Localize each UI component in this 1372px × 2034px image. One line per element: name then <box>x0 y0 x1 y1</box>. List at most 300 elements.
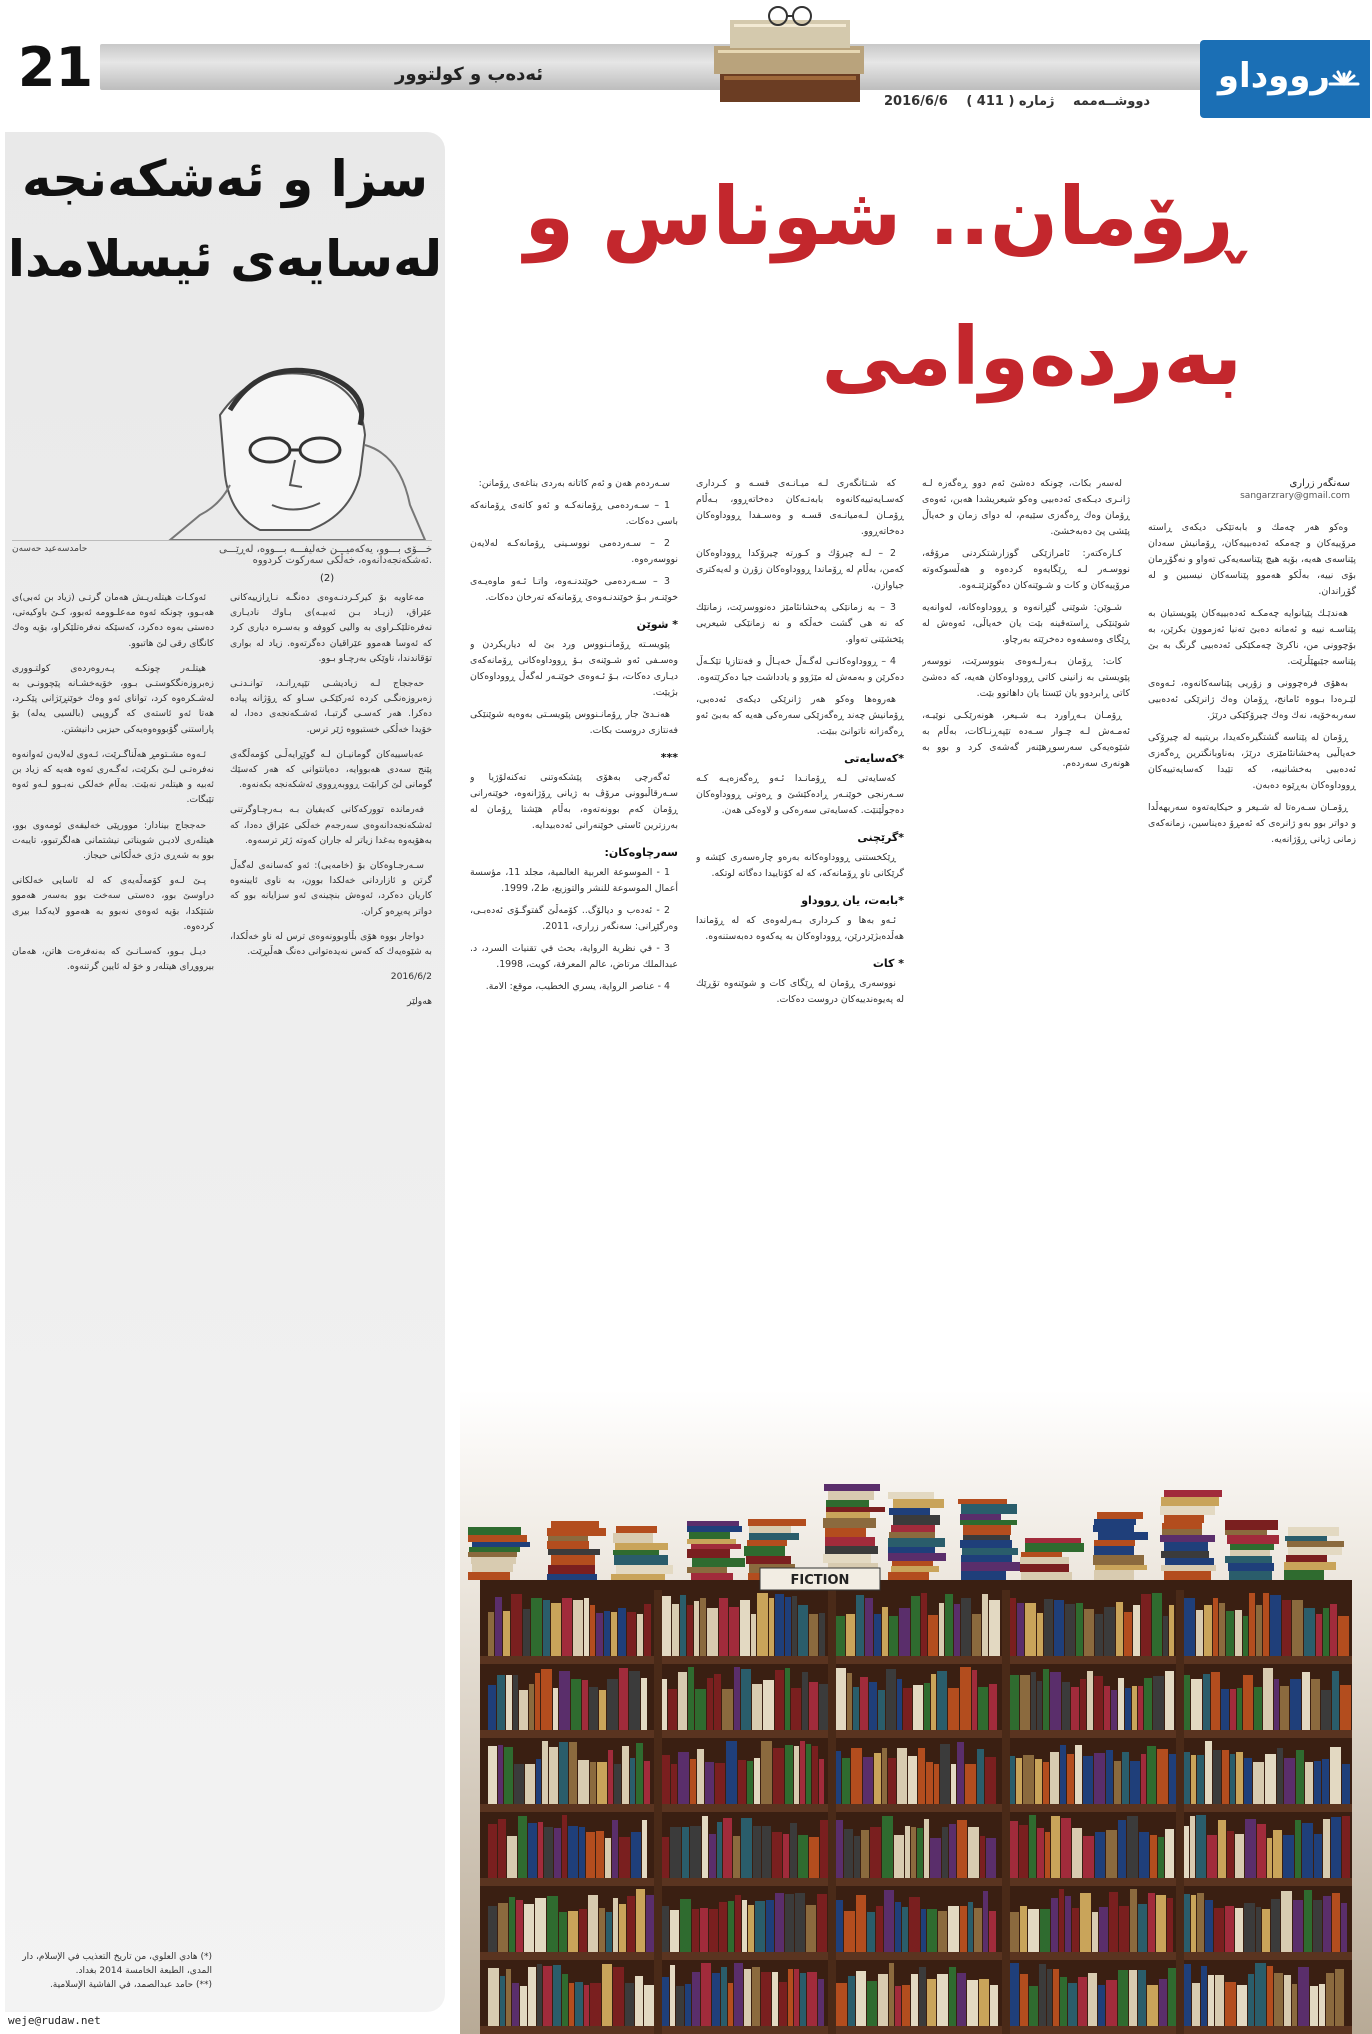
shelf-book <box>1163 1616 1168 1656</box>
shelf-book <box>535 1898 546 1952</box>
shelf-board <box>480 1952 1352 1960</box>
shelf-book <box>809 1682 818 1730</box>
article-author-email[interactable]: sangarzrary@gmail.com <box>1240 491 1350 501</box>
shelf-book <box>751 1614 756 1656</box>
shelf-book <box>1080 1893 1091 1952</box>
stacked-book <box>1161 1565 1216 1571</box>
shelf-book <box>856 1971 866 2026</box>
sidebar-title-line1: سزا و ئەشكەنجە <box>21 150 429 208</box>
shelf-book <box>1019 1825 1028 1878</box>
article-column-3 <box>696 476 904 1466</box>
stacked-book <box>1288 1527 1339 1536</box>
shelf-book <box>1029 1815 1036 1878</box>
shelf-book <box>1263 1668 1273 1730</box>
paragraph: دواجار بووە هۆی بڵاوبوونەوەی ترس لە ناو خەڵكدا، بە شێوەیەك كە كەس نەیدەتوانی دەنگ هەڵبڕێت. <box>230 930 432 958</box>
shelf-book <box>1047 1969 1052 2026</box>
shelf-book <box>690 1826 701 1878</box>
shelf-book <box>1191 1755 1196 1804</box>
shelf-book <box>1129 1970 1137 2026</box>
shelf-book <box>728 1901 734 1952</box>
shelf-book <box>1243 1616 1248 1656</box>
shelf-book <box>605 1838 611 1878</box>
source-item: 4 - عناصر الرواية، يسري الخطيب، موقع: الامة. <box>485 981 670 992</box>
shelf-book <box>662 1679 667 1730</box>
shelf-book <box>559 1671 570 1730</box>
shelf-book <box>682 1827 689 1878</box>
shelf-book <box>642 1820 647 1878</box>
shelf-book <box>967 1980 978 2026</box>
paragraph: لەسەر بكات، چونكە دەشێ ئەم دوو ڕەگەزە لـە ژانـری دیـكەی ئەدەبیی وەكو شیعریشدا هەبن، ئەوەی ڕۆمان وەك ڕەگەزی سێیەم، لە دوای زمان و خەیاڵ پێشی پێ دەبەخشێ. <box>922 478 1130 537</box>
stacked-book <box>744 1546 785 1556</box>
shelf-book <box>596 1613 603 1656</box>
stacked-book <box>828 1491 874 1500</box>
subheading-time: * كات <box>872 957 904 970</box>
shelf-book <box>579 1827 585 1878</box>
shelf-book <box>836 1616 845 1656</box>
shelf-book <box>722 1689 733 1730</box>
shelf-book <box>1226 1611 1234 1656</box>
shelf-book <box>553 1688 558 1730</box>
paragraph: هەروەها وەكو هەر ژانرێكی دیكەی ئەدەبی، ڕۆمانیش چەند ڕەگەزێكی سەرەكی هەیە كە بەبێ ئەو ڕەگەزانە ناتوانێ ببێت. <box>696 694 904 737</box>
shelf-book <box>602 1964 612 2026</box>
shelf-book <box>1037 1613 1043 1656</box>
shelf-divider <box>828 1812 836 1886</box>
shelf-book <box>670 1965 675 2026</box>
shelf-book <box>1197 1893 1204 1952</box>
shelf-book <box>500 1976 505 2026</box>
stacked-book <box>893 1499 944 1508</box>
stacked-book <box>1162 1523 1202 1529</box>
shelf-book <box>1342 1816 1350 1878</box>
shelf-book <box>1235 1908 1243 1952</box>
shelf-book <box>889 1963 894 2026</box>
shelf-book <box>1072 1828 1082 1878</box>
stacked-book <box>891 1525 935 1532</box>
stacked-book <box>614 1555 668 1565</box>
shelf-book <box>785 1668 790 1730</box>
shelf-book <box>775 1893 784 1952</box>
shelf-book <box>977 1749 984 1804</box>
shelf-book <box>989 1600 1000 1656</box>
shelf-book <box>644 1985 655 2026</box>
shelf-book <box>1284 1975 1291 2026</box>
stacked-book <box>958 1499 1007 1504</box>
shelf-divider <box>654 1738 662 1812</box>
shelf-book <box>670 1827 681 1878</box>
shelf-book <box>983 1891 988 1952</box>
shelf-book <box>921 1909 926 1952</box>
shelf-book <box>753 1826 761 1878</box>
shelf-book <box>1255 1963 1266 2026</box>
stacked-book <box>1094 1519 1136 1525</box>
shelf-book <box>569 1742 577 1804</box>
stacked-book <box>888 1538 945 1547</box>
shelf-book <box>1118 1820 1126 1878</box>
stacked-book <box>960 1520 1017 1525</box>
stacked-book <box>1225 1520 1278 1530</box>
shelf-book <box>1144 1678 1152 1730</box>
stacked-book <box>823 1518 876 1528</box>
shelf-book <box>554 1828 561 1878</box>
shelf-book <box>590 1762 596 1804</box>
shelf-book <box>957 1742 964 1804</box>
paragraph: 3 – بە زمانێكی پەخشانئامێز دەنووسرێت، زمانێك كە نە هی گشت خەڵكە و نە زمانێكی شیعریی پێخشێنی تەواو. <box>696 602 904 645</box>
shelf-book <box>584 1985 589 2026</box>
shelf-book <box>697 1749 704 1804</box>
shelf-book <box>884 1890 894 1952</box>
shelf-book <box>869 1682 877 1730</box>
shelf-book <box>844 1911 855 1952</box>
shelf-book <box>498 1819 506 1878</box>
shelf-divider <box>1002 1812 1010 1886</box>
signoff-date: 2016/6/2 <box>390 971 432 983</box>
shelf-book <box>537 1964 542 2026</box>
shelf-book <box>705 1762 714 1804</box>
shelf-book <box>878 1974 888 2026</box>
shelf-book <box>863 1757 873 1804</box>
stacked-book <box>1165 1558 1214 1565</box>
shelf-book <box>596 1831 604 1878</box>
paragraph: ئـەو بەها و كـرداری بـەرلەوەی كە لە ڕۆماندا هەڵدەبژێردرێن، ڕووداوەكان بە یەكەوە دەبەستنەوە. <box>696 915 904 942</box>
shelf-book <box>1122 1752 1129 1804</box>
article-title-line1: ڕۆمان.. شوناس و <box>524 170 1242 263</box>
shelf-book <box>506 1969 511 2026</box>
shelf-book <box>1156 1895 1166 1952</box>
paragraph: ڕۆمان لە پێناسە گشتگیرەكەیدا، بریتییە لە چیرۆكی خەیاڵیی پەخشانئامێزی درێژ، بەناوبانگترین ڕەگەزی ئەدەبیی بەخشانییە، كە تێیدا كەسایەتییەكان ڕووداوەكان بەڕێوە دەبەن. <box>1148 732 1356 791</box>
stacked-book <box>547 1541 589 1549</box>
shelf-book <box>924 1683 930 1730</box>
shelf-book <box>848 1976 855 2026</box>
paragraph: كە شـتانگەری لـە میـانـەی قسـە و كـرداری كەسـایەتییەكانەوە بابەتـەكان دەخاتەڕوو، بـەڵام ڕۆمـان لـەمیانـەی قسـە و وەسـفدا ڕووداوەكان دەخاتەڕوو. <box>696 478 904 537</box>
shelf-book <box>1280 1686 1289 1730</box>
subheading-theme: *بابەت، یان ڕووداو <box>801 894 904 907</box>
shelf-book <box>1213 1750 1221 1804</box>
shelf-book <box>1230 1754 1235 1804</box>
shelf-book <box>836 1900 843 1952</box>
shelf-book <box>701 1963 711 2026</box>
stacked-book <box>1230 1544 1274 1550</box>
shelf-book <box>965 1764 976 1804</box>
shelf-book <box>488 1968 499 2026</box>
stacked-book <box>888 1492 934 1499</box>
stacked-book <box>687 1567 727 1573</box>
stacked-book <box>1162 1529 1202 1535</box>
shelf-book <box>766 1900 774 1952</box>
shelf-book <box>1230 1689 1236 1730</box>
shelf-book <box>1138 1904 1147 1952</box>
shelf-book <box>1184 1752 1190 1804</box>
shelf-book <box>1254 1687 1262 1730</box>
shelf-book <box>525 1764 535 1804</box>
shelf-book <box>1196 1815 1206 1878</box>
rudaw-logo[interactable] <box>1200 40 1370 118</box>
shelf-book <box>589 1687 598 1730</box>
shelf-book <box>1061 1818 1071 1878</box>
shelf-book <box>747 1761 753 1804</box>
stacked-book <box>1094 1546 1134 1555</box>
shelf-book <box>1313 1900 1322 1952</box>
shelf-book <box>1304 1608 1315 1656</box>
shelf-divider <box>828 1664 836 1738</box>
shelf-book <box>1262 1909 1270 1952</box>
shelf-book <box>1235 1610 1242 1656</box>
shelf-book <box>1088 1973 1097 2026</box>
shelf-book <box>1215 1975 1224 2026</box>
stacked-book <box>1025 1538 1081 1543</box>
shelf-book <box>528 1823 537 1878</box>
shelf-book <box>1169 1754 1176 1804</box>
paragraph: ئەگەرچی بەهۆی پێشكەوتنی تەكنەلۆژیا و سـەرقاڵبوونی مرۆڤ بە ژیانی ڕۆژانەوە، خوێنەرانی ڕۆمان كەم بوونەتەوە، بەڵام هێشتا ڕۆمان لە بەرزترین ئاستی خوێنەرانی ئەدەبیدایە. <box>470 772 678 831</box>
shelf-book <box>1205 1741 1212 1804</box>
shelf-book <box>1037 1681 1042 1730</box>
shelf-book <box>779 1982 787 2026</box>
shelf-book <box>990 1985 998 2026</box>
paragraph: ئـەوە مشـتومڕ هەڵناگـرێت، ئـەوی لەلایەن ئەوانەوە نەفرەتـی لـێ بكرێت، ئەگـەری ئەوە هەیە كە زیاد بن ئەبیە و هیتلەر نەبێت. بەڵام خەلكی نەبـوو لـەو ئەوە تێبگات. <box>12 748 214 806</box>
author-caption <box>12 540 432 566</box>
shelf-book <box>860 1677 868 1730</box>
shelf-book <box>741 1818 752 1878</box>
shelf-book <box>876 1906 883 1952</box>
shelf-book <box>1208 1975 1214 2026</box>
stacked-book <box>547 1574 597 1580</box>
shelf-book <box>949 1967 956 2026</box>
shelf-book <box>1060 1977 1067 2026</box>
shelf-book <box>740 1600 750 1656</box>
shelf-book <box>1267 1966 1273 2026</box>
stacked-book <box>1020 1564 1069 1572</box>
shelf-book <box>1118 1970 1128 2026</box>
shelf-book <box>1218 1820 1226 1878</box>
stacked-book <box>1095 1565 1147 1570</box>
shelf-book <box>559 1912 567 1952</box>
shelf-book <box>1184 1826 1189 1878</box>
shelf-book <box>1323 1819 1330 1878</box>
shelf-book <box>836 1983 847 2026</box>
shelf-book <box>1040 1909 1050 1952</box>
paragraph: 2 – لـە چیرۆك و كـورتە چیرۆكدا ڕووداوەكان كەمن، بەڵام لە ڕۆماندا ڕووداوەكان زۆرن و لەیەكتری جیاوازن. <box>696 548 904 591</box>
article-title-line2: بەردەوامی <box>821 310 1242 403</box>
shelf-book <box>1341 1903 1347 1952</box>
stacked-book <box>1025 1543 1084 1552</box>
shelf-book <box>886 1669 896 1730</box>
shelf-book <box>772 1832 782 1878</box>
shelf-book <box>918 1748 925 1804</box>
contact-email[interactable]: weje@rudaw.net <box>8 2014 101 2027</box>
shelf-book <box>809 1837 819 1878</box>
shelf-book <box>926 1762 933 1804</box>
shelf-book <box>1207 1835 1217 1878</box>
shelf-book <box>687 1605 693 1656</box>
author-portrait-sketch <box>160 355 430 540</box>
shelf-book <box>1284 1758 1295 1804</box>
shelf-book <box>597 1762 607 1804</box>
shelf-book <box>734 1963 743 2026</box>
shelf-book <box>738 1760 746 1804</box>
stacked-book <box>469 1547 520 1552</box>
shelf-book <box>1106 1750 1113 1804</box>
shelf-book <box>856 1895 866 1952</box>
shelf-book <box>911 1827 916 1878</box>
shelf-book <box>735 1895 741 1952</box>
stacked-book <box>468 1552 517 1557</box>
shelf-book <box>846 1614 855 1656</box>
subheading-knot: *گرێچنی <box>857 831 904 844</box>
shelf-book <box>775 1594 784 1656</box>
shelf-book <box>1072 1908 1079 1952</box>
sidebar-column-right <box>230 590 432 1020</box>
shelf-book <box>798 1605 808 1656</box>
shelf-book <box>509 1897 515 1952</box>
stacked-book <box>1286 1555 1327 1562</box>
shelf-book <box>1310 1986 1318 2026</box>
stacked-book <box>1287 1541 1344 1547</box>
stacked-book <box>611 1574 665 1580</box>
shelf-book <box>865 1598 873 1656</box>
stacked-book <box>692 1558 745 1567</box>
shelf-book <box>495 1597 502 1656</box>
shelf-book <box>1106 1980 1117 2026</box>
shelf-book <box>1095 1832 1105 1878</box>
shelf-book <box>1184 1894 1190 1952</box>
paragraph: هەنـدێ جار ڕۆمانـنووس پێویسـتی بەوەیە شوێنێكی فەنتازی دروست بكات. <box>470 709 678 736</box>
shelf-book <box>937 1974 948 2026</box>
shelf-book <box>1118 1678 1124 1730</box>
shelf-book <box>1065 1604 1075 1656</box>
shelf-book <box>794 1969 799 2026</box>
shelf-book <box>905 1826 910 1878</box>
shelf-book <box>528 1967 536 2026</box>
stacked-book <box>1229 1571 1272 1580</box>
shelf-book <box>611 1612 617 1656</box>
stacked-book <box>889 1532 935 1538</box>
shelf-book <box>519 1690 528 1730</box>
shelf-book <box>588 1895 598 1952</box>
shelf-book <box>694 1601 699 1656</box>
divider-stars: *** <box>660 751 678 764</box>
shelf-book <box>911 1974 918 2026</box>
shelf-book <box>968 1902 973 1952</box>
stacked-book <box>1164 1542 1208 1551</box>
shelf-book <box>792 1596 797 1656</box>
paragraph: پێویسـتە ڕۆمانـنووس ورد بێ لە دیاریكردن و وەسـفی ئەو شـوێنەی بـۆ ڕووداوەكانی ڕۆمانەكەی دیـاری دەكات، بـۆ ئـەوەی خوێنـەر لەگەڵ ڕووداوەكان بژیێت. <box>470 639 678 698</box>
shelf-book <box>819 1613 825 1656</box>
paragraph: نووسەری ڕۆمان لە ڕێگای كات و شوێنەوە تۆڕێك لە پەیوەندییەكان دروست دەكات. <box>696 978 904 1005</box>
shelf-book <box>794 1746 799 1804</box>
paragraph: پـێ لـەو كۆمەڵەیەی كە لە ئاسایی خەلكانی دراوسێ بوو، دەستی سەخت بوو بەسەر هەموو شتێكدا، بۆیە ئەوەی نەبوو بە هەموو لایەكدا بیری كردەوە. <box>12 875 214 932</box>
stacked-book <box>1164 1515 1204 1523</box>
shelf-book <box>836 1668 846 1730</box>
shelf-book <box>1236 1752 1243 1804</box>
stacked-book <box>893 1515 940 1525</box>
shelf-book <box>989 1684 997 1730</box>
shelf-book <box>1124 1612 1132 1656</box>
stacked-book <box>961 1562 1020 1571</box>
shelf-book <box>761 1741 772 1804</box>
stacked-book <box>889 1508 930 1515</box>
shelf-book <box>1184 1964 1191 2026</box>
shelf-book <box>897 1748 907 1804</box>
shelf-divider <box>1176 1812 1184 1886</box>
paragraph: ڕۆمـان بـەڕاورد بـە شـیعر، هونەرێكـی نوێیـە، ئەمـەش لـە چـوار سـەدە تێپەڕنـاكات، بەڵام بە شێوەیەكی سەرسوڕهێنەر گەشەی كرد و بوو بە هونەری سەردەم. <box>922 710 1130 769</box>
shelf-book <box>573 1600 583 1656</box>
source-item: 3 - في نظرية الرواية، بحث في تقنيات السرد، د. عبدالملك مرتاض، عالم المعرفة، كويت، 1998. <box>470 943 678 970</box>
shelf-book <box>986 1838 996 1878</box>
shelf-book <box>1116 1602 1123 1656</box>
stacked-book <box>825 1546 878 1554</box>
shelf-book <box>541 1669 552 1730</box>
stacked-book <box>1284 1562 1336 1570</box>
shelf-book <box>562 1974 568 2026</box>
shelf-book <box>1197 1755 1204 1804</box>
shelf-book <box>1080 1679 1086 1730</box>
subheading-character: *كەسایەتی <box>844 752 904 765</box>
shelf-book <box>1282 1600 1291 1656</box>
stacked-book <box>1093 1555 1144 1565</box>
shelf-book <box>1039 1964 1046 2026</box>
shelf-book <box>1191 1679 1202 1730</box>
shelf-book <box>1020 1906 1027 1952</box>
stacked-book <box>747 1540 787 1546</box>
shelf-divider <box>1002 1886 1010 1960</box>
shelf-book <box>1010 1963 1019 2026</box>
shelf-book <box>1331 1817 1341 1878</box>
shelf-book <box>1125 1688 1131 1730</box>
shelf-book <box>637 1614 643 1656</box>
shelf-book <box>571 1679 581 1730</box>
stacked-book <box>616 1526 657 1533</box>
shelf-book <box>960 1667 971 1730</box>
shelf-book <box>579 1909 587 1952</box>
shelf-book <box>1342 1764 1350 1804</box>
shelf-divider <box>1176 1738 1184 1812</box>
shelf-book <box>960 1906 967 1952</box>
shelf-book <box>712 1973 720 2026</box>
paragraph: 1 – سـەردەمی ڕۆمانەكـە و ئەو كاتەی ڕۆمانەكە باسی دەكات. <box>470 500 678 527</box>
shelf-book <box>1323 1608 1329 1656</box>
shelf-book <box>578 1760 589 1804</box>
shelf-book <box>895 1902 901 1952</box>
shelf-book <box>899 1608 910 1656</box>
stacked-book <box>1285 1536 1327 1541</box>
part-number: (2) <box>320 573 335 584</box>
shelf-book <box>1314 1834 1322 1878</box>
stacked-book <box>1097 1512 1143 1519</box>
shelf-book <box>1323 1896 1331 1952</box>
shelf-book <box>488 1746 497 1804</box>
paragraph: كات: ڕۆمان بـەرلـەوەی بنووسرێت، نووسەر پێویستی بە زانینی كاتی ڕووداوەكان هەیە، كە دەشێ كاتی ڕابردوو یان ئێستا یان داهاتوو بێت. <box>922 656 1130 699</box>
shelf-book <box>882 1748 887 1804</box>
shelf-book <box>948 1688 959 1730</box>
shelf-book <box>513 1675 518 1730</box>
shelf-book <box>818 1979 824 2026</box>
shelf-divider <box>1176 1886 1184 1960</box>
shelf-book <box>1219 1603 1225 1656</box>
sidebar-title-line2: لەسایەی ئیسلامدا <box>7 230 443 288</box>
shelf-book <box>662 1837 669 1878</box>
shelf-book <box>523 1609 530 1656</box>
shelf-book <box>559 1742 568 1804</box>
shelf-book <box>1130 1761 1140 1804</box>
shelf-book <box>1087 1671 1093 1730</box>
article-column-1 <box>1148 520 1356 1510</box>
shelf-book <box>1271 1899 1280 1952</box>
stacked-book <box>1164 1490 1222 1497</box>
shelf-book <box>646 1895 654 1952</box>
page-header <box>0 0 1372 122</box>
stacked-book <box>888 1547 935 1553</box>
shelf-book <box>612 1820 618 1878</box>
shelf-book <box>1028 1909 1039 1952</box>
